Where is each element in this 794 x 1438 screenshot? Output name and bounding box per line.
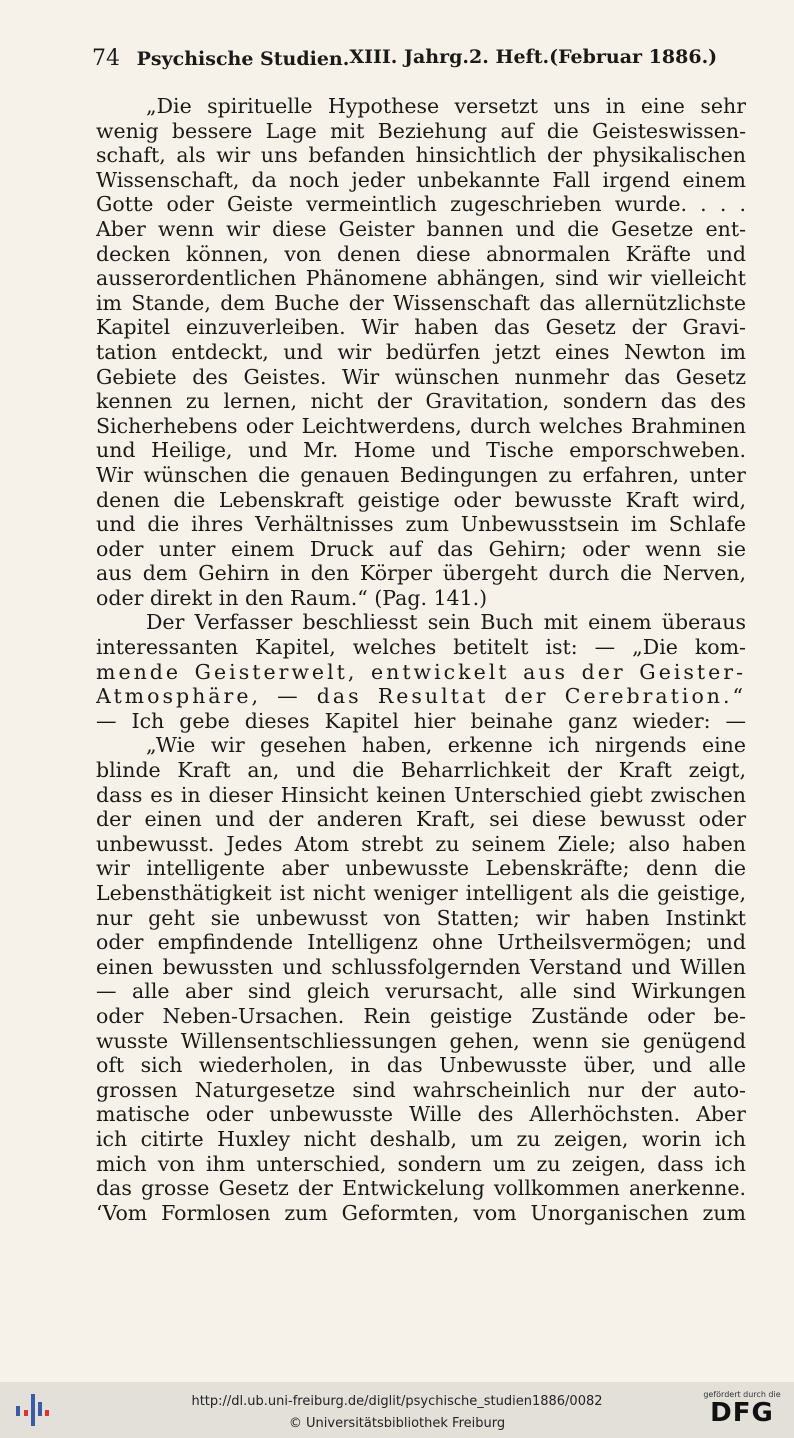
text-line: kennen zu lernen, nicht der Gravitation, sondern das des	[96, 389, 746, 414]
text-line: Wissenschaft, da noch jeder unbekannte Fall irgend einem	[96, 167, 746, 192]
text-line: unbewusst. Jedes Atom strebt zu seinem Ziele; also haben	[96, 831, 746, 856]
text-line: oder Neben-Ursachen. Rein geistige Zustände oder be-	[96, 1003, 746, 1028]
text-line: tation entdeckt, und wir bedürfen jetzt eines Newton im	[96, 339, 746, 364]
dfg-funding-text: gefördert durch die	[703, 1390, 781, 1399]
dfg-logo	[700, 1390, 784, 1432]
text-line: schaft, als wir uns befanden hinsichtlich der physikalischen	[96, 143, 746, 168]
text-line: Kapitel einzuverleiben. Wir haben das Gesetz der Gravi-	[96, 315, 746, 340]
text-line: wir intelligente aber unbewusste Lebenskräfte; denn die	[96, 856, 746, 881]
text-line: oder empfindende Intelligenz ohne Urtheilsvermögen; und	[96, 930, 746, 955]
text-line: Lebensthätigkeit ist nicht weniger intelligent als die geistige,	[96, 881, 746, 905]
running-header	[92, 46, 718, 71]
text-line: oder unter einem Druck auf das Gehirn; oder wenn sie	[96, 536, 746, 561]
text-line: Der Verfasser beschliesst sein Buch mit einem überaus	[146, 610, 746, 635]
text-line: denen die Lebenskraft geistige oder bewusste Kraft wird,	[96, 487, 746, 512]
text-line: blinde Kraft an, und die Beharrlichkeit der Kraft zeigt,	[96, 758, 746, 783]
text-line: das grosse Gesetz der Entwickelung vollkommen anerkenne.	[96, 1176, 746, 1201]
page-number: 74	[92, 46, 120, 71]
text-line: Gotte oder Geiste vermeintlich zugeschrieben wurde. . . .	[96, 192, 746, 217]
text-line: aus dem Gehirn in den Körper übergeht durch die Nerven,	[96, 561, 746, 586]
text-line: ausserordentlichen Phänomene abhängen, sind wir vielleicht	[96, 266, 746, 291]
text-line: einen bewussten und schlussfolgernden Verstand und Willen	[96, 954, 746, 979]
text-line: der einen und der anderen Kraft, sei diese bewusst oder	[96, 807, 746, 832]
text-line: dass es in dieser Hinsicht keinen Unterschied giebt zwischen	[96, 782, 746, 807]
text-line: — alle aber sind gleich verursacht, alle sind Wirkungen	[96, 979, 746, 1004]
dfg-wordmark: DFG	[710, 1398, 774, 1428]
text-line: und Heilige, und Mr. Home und Tische emporschweben.	[96, 438, 746, 463]
text-line: Atmosphäre, — das Resultat der Cerebration.“	[96, 684, 746, 709]
text-line: Sicherhebens oder Leichtwerdens, durch welches Brahminen	[96, 413, 746, 438]
source-url-link[interactable]: http://dl.ub.uni-freiburg.de/diglit/psychische_studien1886/0082	[191, 1394, 603, 1409]
text-line: matische oder unbewusste Wille des Allerhöchsten. Aber	[96, 1102, 746, 1127]
text-line: interessanten Kapitel, welches betitelt ist: — „Die kom-	[96, 635, 746, 660]
viewer-footer	[0, 1382, 794, 1438]
issue-date: (Februar 1886.)	[549, 46, 718, 68]
issue: 2. Heft.	[469, 46, 550, 68]
text-line: „Die spirituelle Hypothese versetzt uns in eine sehr	[146, 94, 746, 118]
text-line: oder direkt in den Raum.“ (Pag. 141.)	[96, 585, 488, 610]
text-line: „Wie wir gesehen haben, erkenne ich nirgends eine	[146, 733, 746, 758]
text-line: Aber wenn wir diese Geister bannen und die Gesetze ent-	[96, 216, 746, 241]
text-line: — Ich gebe dieses Kapitel hier beinahe ganz wieder: —	[96, 708, 746, 733]
copyright-text: © Universitätsbibliothek Freiburg	[288, 1416, 506, 1431]
text-line: mende Geisterwelt, entwickelt aus der Geister-	[96, 659, 746, 684]
text-line: grossen Naturgesetze sind wahrscheinlich nur der auto-	[96, 1077, 746, 1102]
journal-title: Psychische Studien.	[136, 48, 350, 70]
text-line: Wir wünschen die genauen Bedingungen zu erfahren, unter	[96, 462, 746, 487]
text-line: ‘Vom Formlosen zum Geformten, vom Unorganischen zum	[96, 1200, 746, 1225]
volume: XIII. Jahrg.	[349, 46, 470, 68]
text-line: decken können, von denen diese abnormalen Kräfte und	[96, 241, 746, 266]
text-line: oft sich wiederholen, in das Unbewusste über, und alle	[96, 1053, 746, 1078]
text-line: nur geht sie unbewusst von Statten; wir haben Instinkt	[96, 905, 746, 930]
text-line: wusste Willensentschliessungen gehen, wenn sie genügend	[96, 1028, 746, 1053]
body-text	[96, 94, 746, 1225]
text-line: Gebiete des Geistes. Wir wünschen nunmehr das Gesetz	[96, 364, 746, 389]
text-line: im Stande, dem Buche der Wissenschaft das allernützlichste	[96, 290, 746, 315]
text-line: wenig bessere Lage mit Beziehung auf die Geisteswissen-	[96, 118, 746, 143]
text-line: mich von ihm unterschied, sondern um zu zeigen, dass ich	[96, 1151, 746, 1176]
text-line: und die ihres Verhältnisses zum Unbewusstsein im Schlafe	[96, 512, 746, 537]
text-line: ich citirte Huxley nicht deshalb, um zu zeigen, worin ich	[96, 1126, 746, 1151]
